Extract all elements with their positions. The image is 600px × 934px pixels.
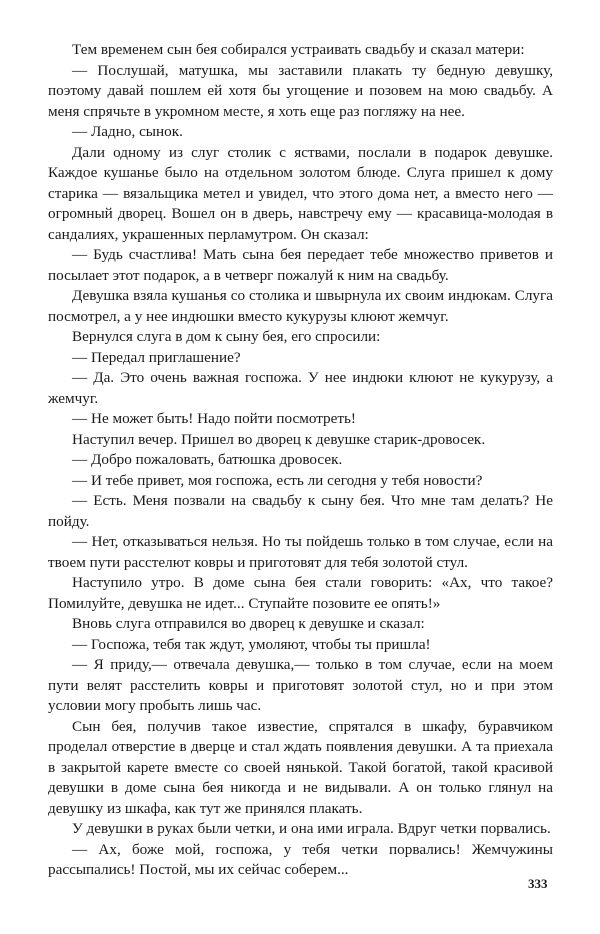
paragraph: — Я приду,— отвечала девушка,— только в том случае, если на моем пути велят расстелить ковры и приготовят золотой стул, но и при этом условии могу пробыть лишь час. bbox=[48, 656, 553, 714]
paragraph: Наступило утро. В доме сына бея стали говорить: «Ах, что такое? Помилуйте, девушка не идет... Ступайте позовите ее опять!» bbox=[48, 574, 553, 612]
paragraph: Сын бея, получив такое известие, спрятался в шкафу, буравчиком проделал отверстие в дверце и стал ждать появления девушки. А та приехала в закрытой карете вместе со своей нянькой. Такой богатой, такой красивой девушки в доме сына бея никогда и не видывали. А он только глянул на девушку из шкафа, как тут же принялся плакать. bbox=[48, 717, 553, 817]
paragraph: Тем временем сын бея собирался устраивать свадьбу и сказал матери: bbox=[72, 41, 525, 58]
paragraph: — Да. Это очень важная госпожа. У нее индюки клюют не кукурузу, а жемчуг. bbox=[48, 369, 553, 407]
paragraph: Вернулся слуга в дом к сыну бея, его спросили: bbox=[72, 328, 381, 345]
paragraph: — И тебе привет, моя госпожа, есть ли сегодня у тебя новости? bbox=[72, 471, 483, 489]
paragraph: — Будь счастлива! Мать сына бея передает тебе множество приветов и посылает этот подарок, а в четверг пожалуй к ним на свадьбу. bbox=[48, 246, 553, 284]
paragraph: — Ах, боже мой, госпожа, у тебя четки порвались! Жемчужины рассыпались! Постой, мы их сейчас соберем... bbox=[48, 840, 553, 878]
paragraph: Дали одному из слуг столик с яствами, послали в подарок девушке. Каждое кушанье было на отдельном золотом блюде. Слуга пришел к дому старика — вязальщика метел и увидел, что этого дома нет, а вместо него — огромный дворец. Вошел он в дверь, навстречу ему — красавица-молодая в сандалиях, украшенных перламутром. Он сказал: bbox=[48, 143, 553, 243]
paragraph: — Госпожа, тебя так ждут, умоляют, чтобы ты пришла! bbox=[72, 635, 431, 653]
paragraph: — Есть. Меня позвали на свадьбу к сыну бея. Что мне там делать? Не пойду. bbox=[48, 492, 553, 530]
paragraph: У девушки в руках были четки, и она ими играла. Вдруг четки порвались. bbox=[72, 820, 551, 837]
page-number: 333 bbox=[528, 876, 548, 891]
paragraph: Наступил вечер. Пришел во дворец к девушке старик-дровосек. bbox=[72, 430, 486, 448]
paragraph: — Не может быть! Надо пойти посмотреть! bbox=[72, 410, 356, 427]
paragraph: — Передал приглашение? bbox=[72, 348, 241, 366]
paragraph: — Добро пожаловать, батюшка дровосек. bbox=[72, 451, 343, 468]
paragraph: — Ладно, сынок. bbox=[72, 123, 183, 140]
paragraph: — Нет, отказываться нельзя. Но ты пойдешь только в том случае, если на твоем пути расстелют ковры и приготовят для тебя золотой стул. bbox=[48, 533, 553, 571]
paragraph: Вновь слуга отправился во дворец к девушке и сказал: bbox=[72, 615, 425, 632]
paragraph: Девушка взяла кушанья со столика и швырнула их своим индюкам. Слуга посмотрел, а у нее индюшки вместо кукурузы клюют жемчуг. bbox=[48, 287, 553, 325]
body-text bbox=[48, 40, 553, 881]
paragraph: — Послушай, матушка, мы заставили плакать ту бедную девушку, поэтому давай пошлем ей хотя бы угощение и позовем на мою свадьбу. А меня спрячьте в укромном месте, я хоть еще раз погляжу на нее. bbox=[48, 61, 553, 120]
